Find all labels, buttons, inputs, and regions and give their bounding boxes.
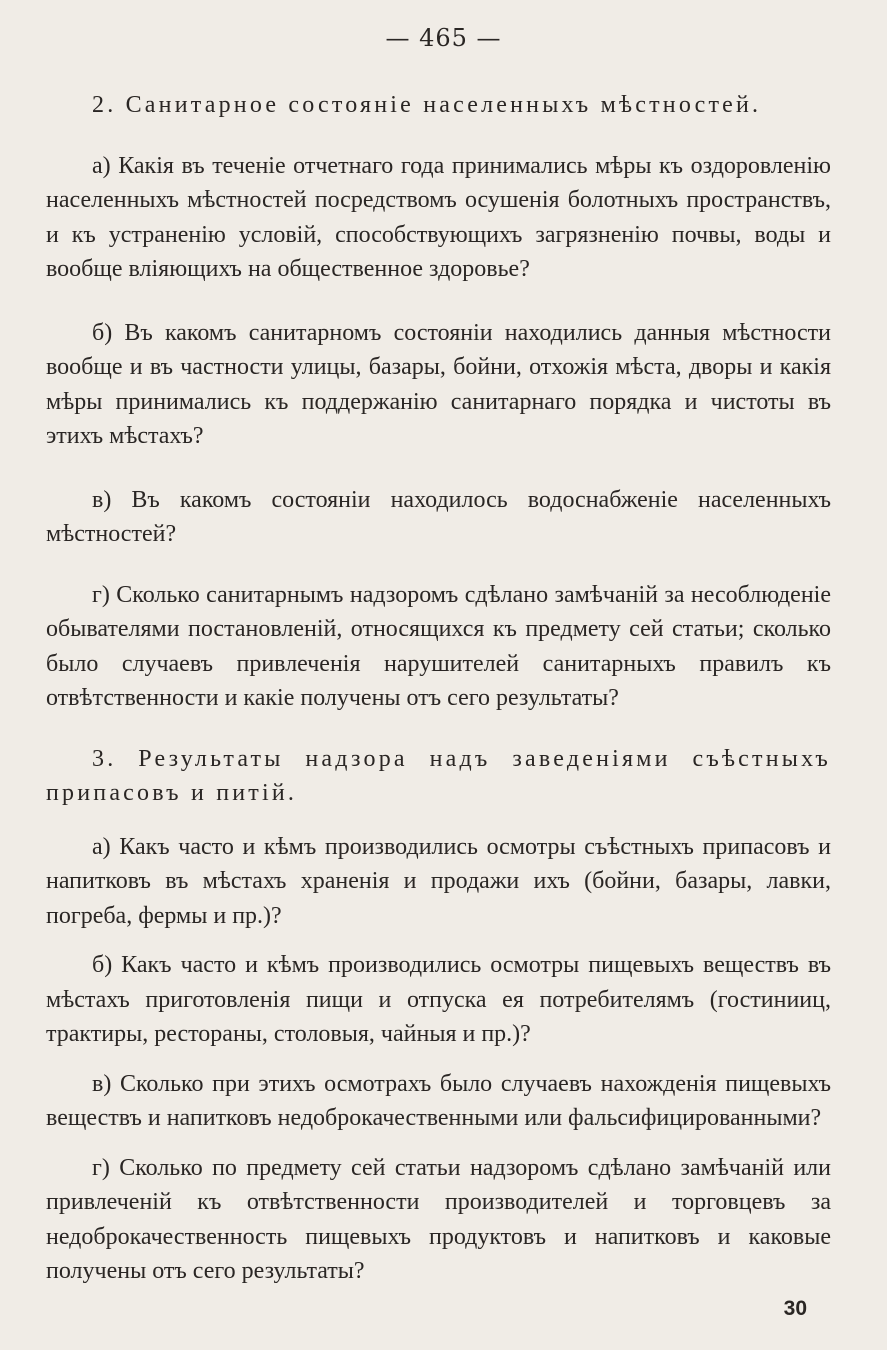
paragraph-2a: а) Какiя въ теченiе отчетнаго года принимались мѣры къ оздоровленiю населенныхъ мѣстностей посредствомъ осушенiя болотныхъ пространствъ, и къ устраненiю условiй, способствующихъ загрязненiю почвы, воды и вообще влiяющихъ на общественное здоровье? — [46, 152, 831, 282]
page-number: — 465 — — [385, 24, 502, 52]
paragraph-2v: в) Въ какомъ состоянiи находилось водоснабженiе населенныхъ мѣстностей? — [46, 486, 831, 547]
signature-mark: 30 — [783, 1297, 807, 1320]
document-body — [46, 88, 831, 1289]
paragraph-2g: г) Сколько санитарнымъ надзоромъ сдѣлано замѣчанiй за несоблюденiе обывателями постановленiй, относящихся къ предмету сей статьи; сколько было случаевъ привлеченiя нарушителей санитарныхъ правилъ къ отвѣтственности и какiе получены отъ сего результаты? — [46, 581, 831, 711]
section-heading-sanitary-state: 2. Санитарное состоянiе населенныхъ мѣстностей. — [92, 92, 762, 118]
paragraph-3g: г) Сколько по предмету сей статьи надзоромъ сдѣлано замѣчанiй или привлеченiй къ отвѣтственности производителей и торговцевъ за недоброкачественность пищевыхъ продуктовъ и напитковъ и каковые получены отъ сего результаты? — [46, 1154, 831, 1284]
section-heading-food-supervision: 3. Результаты надзора надъ заведенiями съѣстныхъ припасовъ и питiй. — [46, 745, 831, 806]
paragraph-3v: в) Сколько при этихъ осмотрахъ было случаевъ нахожденiя пищевыхъ веществъ и напитковъ недоброкачественными или фальсифицированными? — [46, 1070, 831, 1131]
paragraph-3b: б) Какъ часто и кѣмъ производились осмотры пищевыхъ веществъ въ мѣстахъ приготовленiя пищи и отпуска ея потребителямъ (гостинииц, трактиры, рестораны, столовыя, чайныя и пр.)? — [46, 952, 831, 1047]
paragraph-2b: б) Въ какомъ санитарномъ состоянiи находились данныя мѣстности вообще и въ частности улицы, базары, бойни, отхожiя мѣста, дворы и какiя мѣры принимались къ поддержанiю санитарнаго порядка и чистоты въ этихъ мѣстахъ? — [46, 319, 831, 449]
paragraph-3a: а) Какъ часто и кѣмъ производились осмотры съѣстныхъ припасовъ и напитковъ въ мѣстахъ храненiя и продажи ихъ (бойни, базары, лавки, погреба, фермы и пр.)? — [46, 833, 831, 929]
